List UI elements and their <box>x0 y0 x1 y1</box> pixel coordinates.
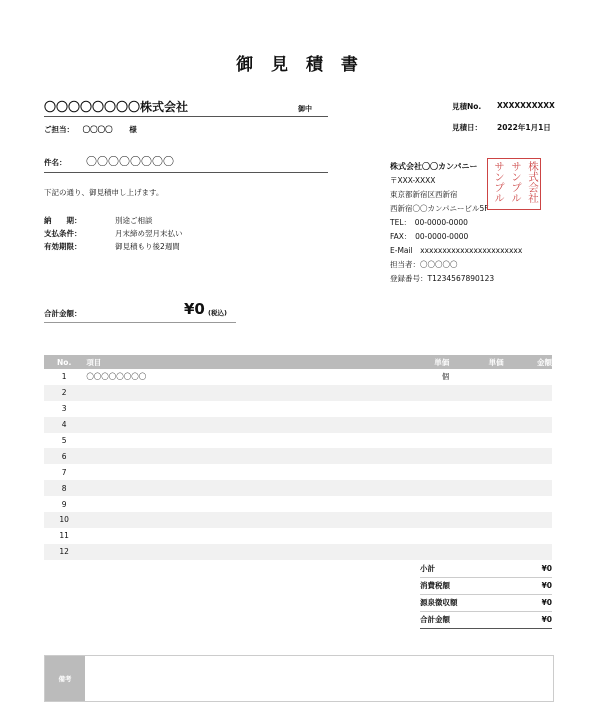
cell-item <box>84 496 358 512</box>
cell-unit <box>358 417 453 433</box>
cell-price <box>453 464 503 480</box>
cell-no: 7 <box>61 467 67 477</box>
cell-price <box>453 512 503 528</box>
cell-unit <box>358 480 453 496</box>
cell-item <box>84 544 358 560</box>
summary-subtotal: 小計 ¥0 <box>420 561 552 578</box>
contact-line <box>44 124 137 135</box>
contact-name: 〇〇〇〇 <box>82 125 113 134</box>
subject-label: 件名： <box>44 158 67 167</box>
cell-amount <box>504 544 552 560</box>
cell-no: 6 <box>44 448 84 464</box>
col-header-amount: 金額 <box>504 355 552 369</box>
total-amount: ¥0 <box>184 300 205 318</box>
cell-no: 12 <box>44 544 84 560</box>
estimate-no-value: XXXXXXXXXX <box>497 101 555 110</box>
summary-withholding: 源泉徴収額 ¥0 <box>420 595 552 612</box>
summary-block <box>420 561 552 629</box>
remarks-box[interactable] <box>44 655 554 702</box>
estimate-date-label: 見積日： <box>452 123 482 132</box>
cell-unit <box>358 544 453 560</box>
cell-no: 9 <box>61 499 67 509</box>
cell-price <box>453 369 503 385</box>
table-row <box>44 433 552 449</box>
term-row: 有効期限： 御見積もり後2週間 <box>44 242 180 251</box>
cell-no: 3 <box>61 404 67 414</box>
intro-text: 下記の通り、御見積申し上げます。 <box>44 188 164 197</box>
table-row <box>44 528 552 544</box>
cell-unit <box>358 448 453 464</box>
cell-unit <box>358 512 453 528</box>
cell-amount <box>504 528 552 544</box>
table-row <box>44 385 552 401</box>
cell-no: 2 <box>44 385 84 401</box>
contact-label: ご担当： <box>44 125 74 134</box>
summary-tax: 消費税額 ¥0 <box>420 578 552 595</box>
cell-amount <box>504 480 552 496</box>
items-table <box>44 355 552 560</box>
col-header-no: No. <box>44 355 84 369</box>
cell-amount <box>504 496 552 512</box>
cell-amount <box>504 512 552 528</box>
cell-price <box>453 433 503 449</box>
cell-amount <box>504 448 552 464</box>
cell-amount <box>504 401 552 417</box>
cell-unit <box>358 496 453 512</box>
subject-value: 〇〇〇〇〇〇〇〇 <box>86 155 174 168</box>
cell-price <box>453 385 503 401</box>
issuer-postal: 〒XXX-XXXX <box>390 176 436 185</box>
table-row <box>44 417 552 433</box>
cell-unit <box>358 385 453 401</box>
total-tax-note: (税込) <box>208 309 227 317</box>
subject-block <box>44 152 328 173</box>
cell-no: 11 <box>59 531 69 541</box>
cell-price <box>453 528 503 544</box>
cell-amount <box>504 433 552 449</box>
cell-item <box>84 433 358 449</box>
issuer-person: 担当者：〇〇〇〇〇 <box>390 260 458 269</box>
issuer-email: E-Mail xxxxxxxxxxxxxxxxxxxxxxx <box>390 246 523 255</box>
document-title: 御 見 積 書 <box>236 55 364 75</box>
cell-unit: 個 <box>441 372 450 382</box>
issuer-registration: 登録番号：T1234567890123 <box>390 274 495 283</box>
col-header-item: 項目 <box>84 355 358 369</box>
issuer-company: 株式会社〇〇カンパニー <box>390 162 478 171</box>
stamp-col: 株式会社 <box>527 161 539 203</box>
cell-price <box>453 480 503 496</box>
cell-item: 〇〇〇〇〇〇〇〇 <box>86 372 147 382</box>
estimate-no-label: 見積No. <box>452 102 482 111</box>
table-row <box>44 401 552 417</box>
cell-price <box>453 544 503 560</box>
col-header-price: 単価 <box>453 355 503 369</box>
stamp-col: サンプル <box>510 161 522 203</box>
col-header-unit: 単価 <box>358 355 453 369</box>
cell-price <box>453 417 503 433</box>
issuer-address2: 西新宿〇〇カンパニービル5F <box>390 204 489 213</box>
client-block <box>44 98 328 117</box>
cell-item <box>84 385 358 401</box>
summary-grand-total: 合計金額 ¥0 <box>420 612 552 629</box>
cell-no: 10 <box>44 512 84 528</box>
stamp-col: サンプル <box>493 161 505 203</box>
cell-amount <box>504 385 552 401</box>
issuer-address1: 東京都新宿区西新宿 <box>390 190 458 199</box>
cell-item <box>84 464 358 480</box>
estimate-date-value: 2022年1月1日 <box>497 123 551 132</box>
contact-suffix: 様 <box>129 125 137 134</box>
table-header-row <box>44 355 552 369</box>
total-block <box>44 300 236 323</box>
cell-amount <box>504 464 552 480</box>
cell-item <box>84 512 358 528</box>
cell-no: 4 <box>44 417 84 433</box>
cell-unit <box>358 464 453 480</box>
terms-list <box>44 214 183 253</box>
table-row <box>44 448 552 464</box>
term-row: 支払条件： 月末締め翌月末払い <box>44 229 183 238</box>
term-row: 納 期： 別途ご相談 <box>44 216 153 225</box>
cell-amount <box>504 369 552 385</box>
issuer-tel: TEL： 00-0000-0000 <box>390 218 468 227</box>
company-seal-stamp <box>487 158 541 210</box>
cell-item <box>84 480 358 496</box>
cell-no: 8 <box>44 480 84 496</box>
cell-item <box>84 528 358 544</box>
table-row <box>44 464 552 480</box>
cell-unit <box>358 401 453 417</box>
cell-item <box>84 448 358 464</box>
table-row <box>44 480 552 496</box>
client-honorific: 御中 <box>298 105 312 113</box>
total-label: 合計金額： <box>44 309 82 318</box>
client-name: 〇〇〇〇〇〇〇〇株式会社 <box>44 100 189 114</box>
cell-price <box>453 401 503 417</box>
cell-no: 1 <box>61 372 67 382</box>
cell-price <box>453 496 503 512</box>
cell-unit <box>358 528 453 544</box>
cell-item <box>84 401 358 417</box>
table-row <box>44 512 552 528</box>
cell-price <box>453 448 503 464</box>
cell-no: 5 <box>61 436 67 445</box>
table-row <box>44 496 552 512</box>
cell-amount <box>504 417 552 433</box>
cell-unit <box>358 433 453 449</box>
remarks-label: 備考 <box>45 656 85 701</box>
table-row <box>44 369 552 385</box>
issuer-fax: FAX： 00-0000-0000 <box>390 232 469 241</box>
table-row <box>44 544 552 560</box>
cell-item <box>84 417 358 433</box>
